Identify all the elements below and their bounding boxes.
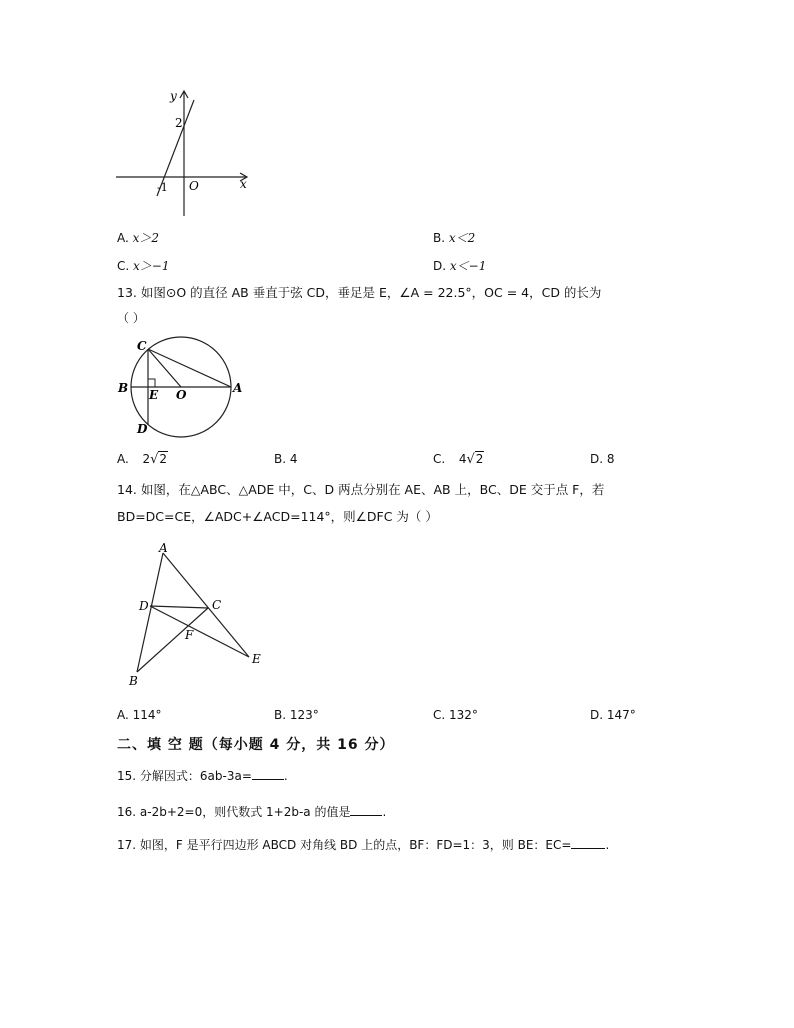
label-f: F (185, 628, 194, 642)
q13-option-a[interactable]: A. 2√2 (117, 452, 168, 467)
q16-answer-blank[interactable] (350, 804, 382, 816)
segment-ae (163, 553, 249, 657)
label-o: O (176, 388, 187, 402)
q14-triangle-figure (124, 540, 274, 690)
x-axis-label: x (240, 177, 247, 191)
y-axis-label: y (170, 89, 177, 103)
q13-option-b[interactable]: B. 4 (274, 452, 298, 466)
segment-dc (150, 606, 208, 608)
label-c: C (137, 339, 147, 353)
label-d: D (139, 599, 149, 613)
segment-de (150, 606, 249, 657)
q14-option-d[interactable]: D. 147° (590, 708, 636, 722)
origin-label: O (189, 179, 199, 193)
q13-option-d[interactable]: D. 8 (590, 452, 615, 466)
segment-co (148, 349, 181, 387)
q13-question-line2: （ ） (117, 311, 145, 325)
q12-option-b[interactable]: B. x＜2 (433, 231, 476, 245)
q12-graph-figure (112, 88, 252, 220)
q14-option-c[interactable]: C. 132° (433, 708, 478, 722)
sqrt-icon: √ (466, 452, 475, 467)
q17-answer-blank[interactable] (571, 837, 605, 849)
label-a: A (233, 381, 243, 395)
y-intercept-label: 2 (175, 116, 183, 130)
q16-question: 16. a-2b+2=0，则代数式 1+2b-a 的值是 . (117, 805, 387, 819)
section-2-title: 二、填 空 题（每小题 4 分，共 16 分） (117, 737, 395, 753)
q14-question-line1: 14. 如图，在△ABC、△ADE 中，C、D 两点分别在 AE、AB 上，BC、DE 交于点 F，若 (117, 482, 605, 497)
right-angle-mark (148, 379, 155, 387)
q17-question: 17. 如图，F 是平行四边形 ABCD 对角线 BD 上的点，BF：FD=1：3，则 BE：EC= . (117, 838, 610, 852)
q14-option-a[interactable]: A. 114° (117, 708, 162, 722)
q14-option-b[interactable]: B. 123° (274, 708, 319, 722)
q14-question-line2: BD=DC=CE，∠ADC+∠ACD=114°，则∠DFC 为（ ） (117, 509, 438, 524)
q15-answer-blank[interactable] (252, 768, 284, 780)
label-d: D (137, 422, 148, 436)
label-b: B (129, 674, 138, 688)
q13-circle-figure (112, 334, 252, 440)
q13-option-c[interactable]: C. 4√2 (433, 452, 484, 467)
label-e: E (149, 388, 159, 402)
label-e: E (252, 652, 261, 666)
label-b: B (118, 381, 129, 395)
label-a: A (159, 541, 168, 555)
q12-option-d[interactable]: D. x＜−1 (433, 259, 487, 273)
q13-question-line1: 13. 如图⊙O 的直径 AB 垂直于弦 CD，垂足是 E，∠A = 22.5°，OC = 4，CD 的长为 (117, 285, 602, 300)
q12-option-c[interactable]: C. x＞−1 (117, 259, 170, 273)
q15-question: 15. 分解因式：6ab-3a= . (117, 769, 288, 783)
label-c: C (212, 598, 222, 612)
q12-option-a[interactable]: A. x＞2 (117, 231, 160, 245)
sqrt-icon: √ (150, 452, 159, 467)
x-intercept-label: -1 (157, 181, 168, 194)
